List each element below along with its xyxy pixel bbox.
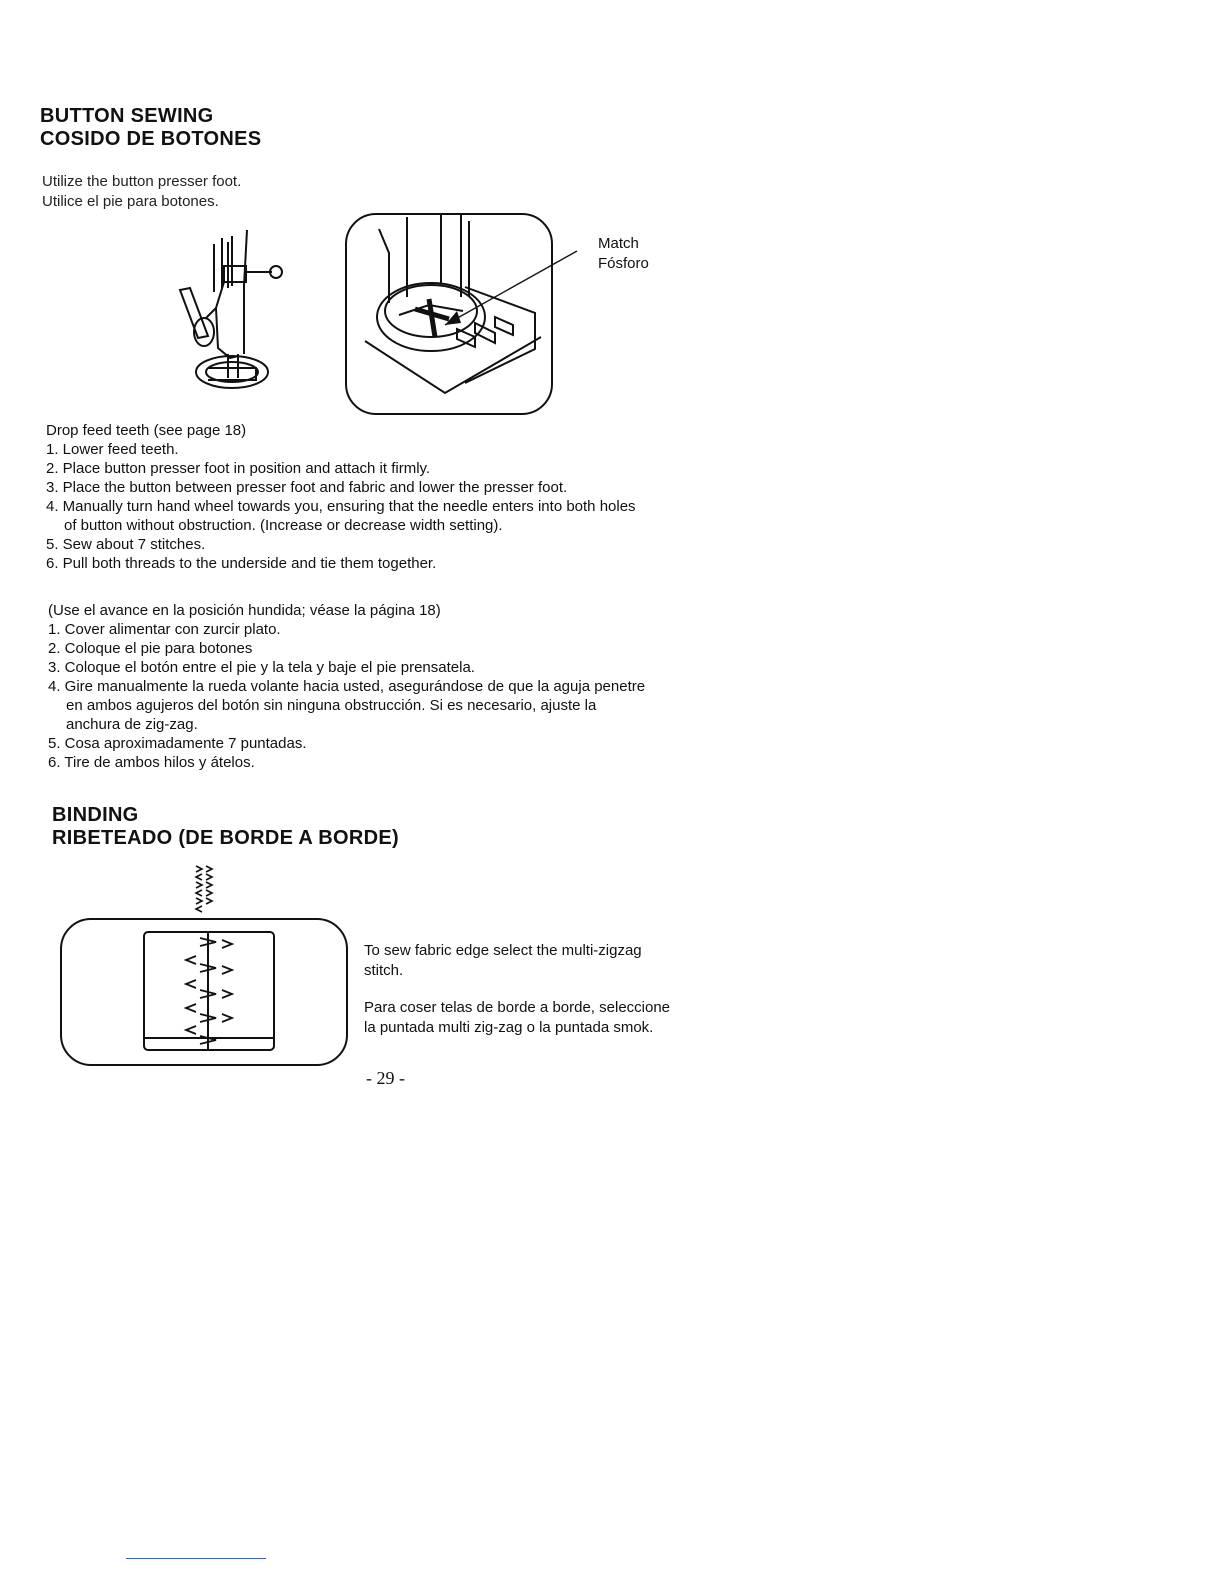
steps-en-list xyxy=(46,440,636,573)
list-item: 2. Place button presser foot in position and attach it firmly. xyxy=(46,460,431,477)
list-item: 1. Lower feed teeth. xyxy=(46,441,179,458)
callout-fosforo: Fósforo xyxy=(598,255,649,272)
list-item: of button without obstruction. (Increase or decrease width setting). xyxy=(64,517,503,534)
multi-zigzag-stitch-icon xyxy=(192,862,218,914)
steps-es-list xyxy=(48,620,645,772)
title-ribeteado: RIBETEADO (DE BORDE A BORDE) xyxy=(52,827,399,849)
list-item: 2. Coloque el pie para botones xyxy=(48,640,253,657)
title-binding: BINDING xyxy=(52,804,139,826)
list-item: 6. Tire de ambos hilos y átelos. xyxy=(48,754,255,771)
list-item: anchura de zig-zag. xyxy=(66,716,198,733)
list-item: 5. Cosa aproximadamente 7 puntadas. xyxy=(48,735,307,752)
binding-desc-en-line1: To sew fabric edge select the multi-zigzag xyxy=(364,942,642,959)
intro-en: Utilize the button presser foot. xyxy=(42,173,242,190)
binding-desc-en-line2: stitch. xyxy=(364,962,404,979)
list-item: 1. Cover alimentar con zurcir plato. xyxy=(48,621,281,638)
list-item: 3. Coloque el botón entre el pie y la tela y baje el pie prensatela. xyxy=(48,659,475,676)
drop-feed-note: Drop feed teeth (see page 18) xyxy=(46,422,247,439)
list-item: 4. Gire manualmente la rueda volante hacia usted, asegurándose de que la aguja penetre xyxy=(48,678,646,695)
list-item: 3. Place the button between presser foot and fabric and lower the presser foot. xyxy=(46,479,568,496)
binding-desc-es-line1: Para coser telas de borde a borde, seleccione xyxy=(364,999,671,1016)
callout-match: Match xyxy=(598,235,639,252)
title-cosido-de-botones: COSIDO DE BOTONES xyxy=(40,128,262,150)
binding-desc-es-line2: la puntada multi zig-zag o la puntada smok. xyxy=(364,1019,654,1036)
list-item: 6. Pull both threads to the underside and tie them together. xyxy=(46,555,437,572)
bottom-divider xyxy=(126,1558,266,1559)
binding-illustration xyxy=(60,918,350,1068)
intro-es: Utilice el pie para botones. xyxy=(42,193,219,210)
list-item: 4. Manually turn hand wheel towards you, ensuring that the needle enters into both holes xyxy=(46,498,636,515)
avance-note: (Use el avance en la posición hundida; véase la página 18) xyxy=(48,602,441,619)
button-presser-foot-illustration xyxy=(168,228,298,400)
page-number: - 29 - xyxy=(366,1068,405,1088)
title-button-sewing: BUTTON SEWING xyxy=(40,105,214,127)
list-item: en ambos agujeros del botón sin ninguna obstrucción. Si es necesario, ajuste la xyxy=(66,697,597,714)
list-item: 5. Sew about 7 stitches. xyxy=(46,536,206,553)
button-detail-illustration xyxy=(345,213,555,416)
